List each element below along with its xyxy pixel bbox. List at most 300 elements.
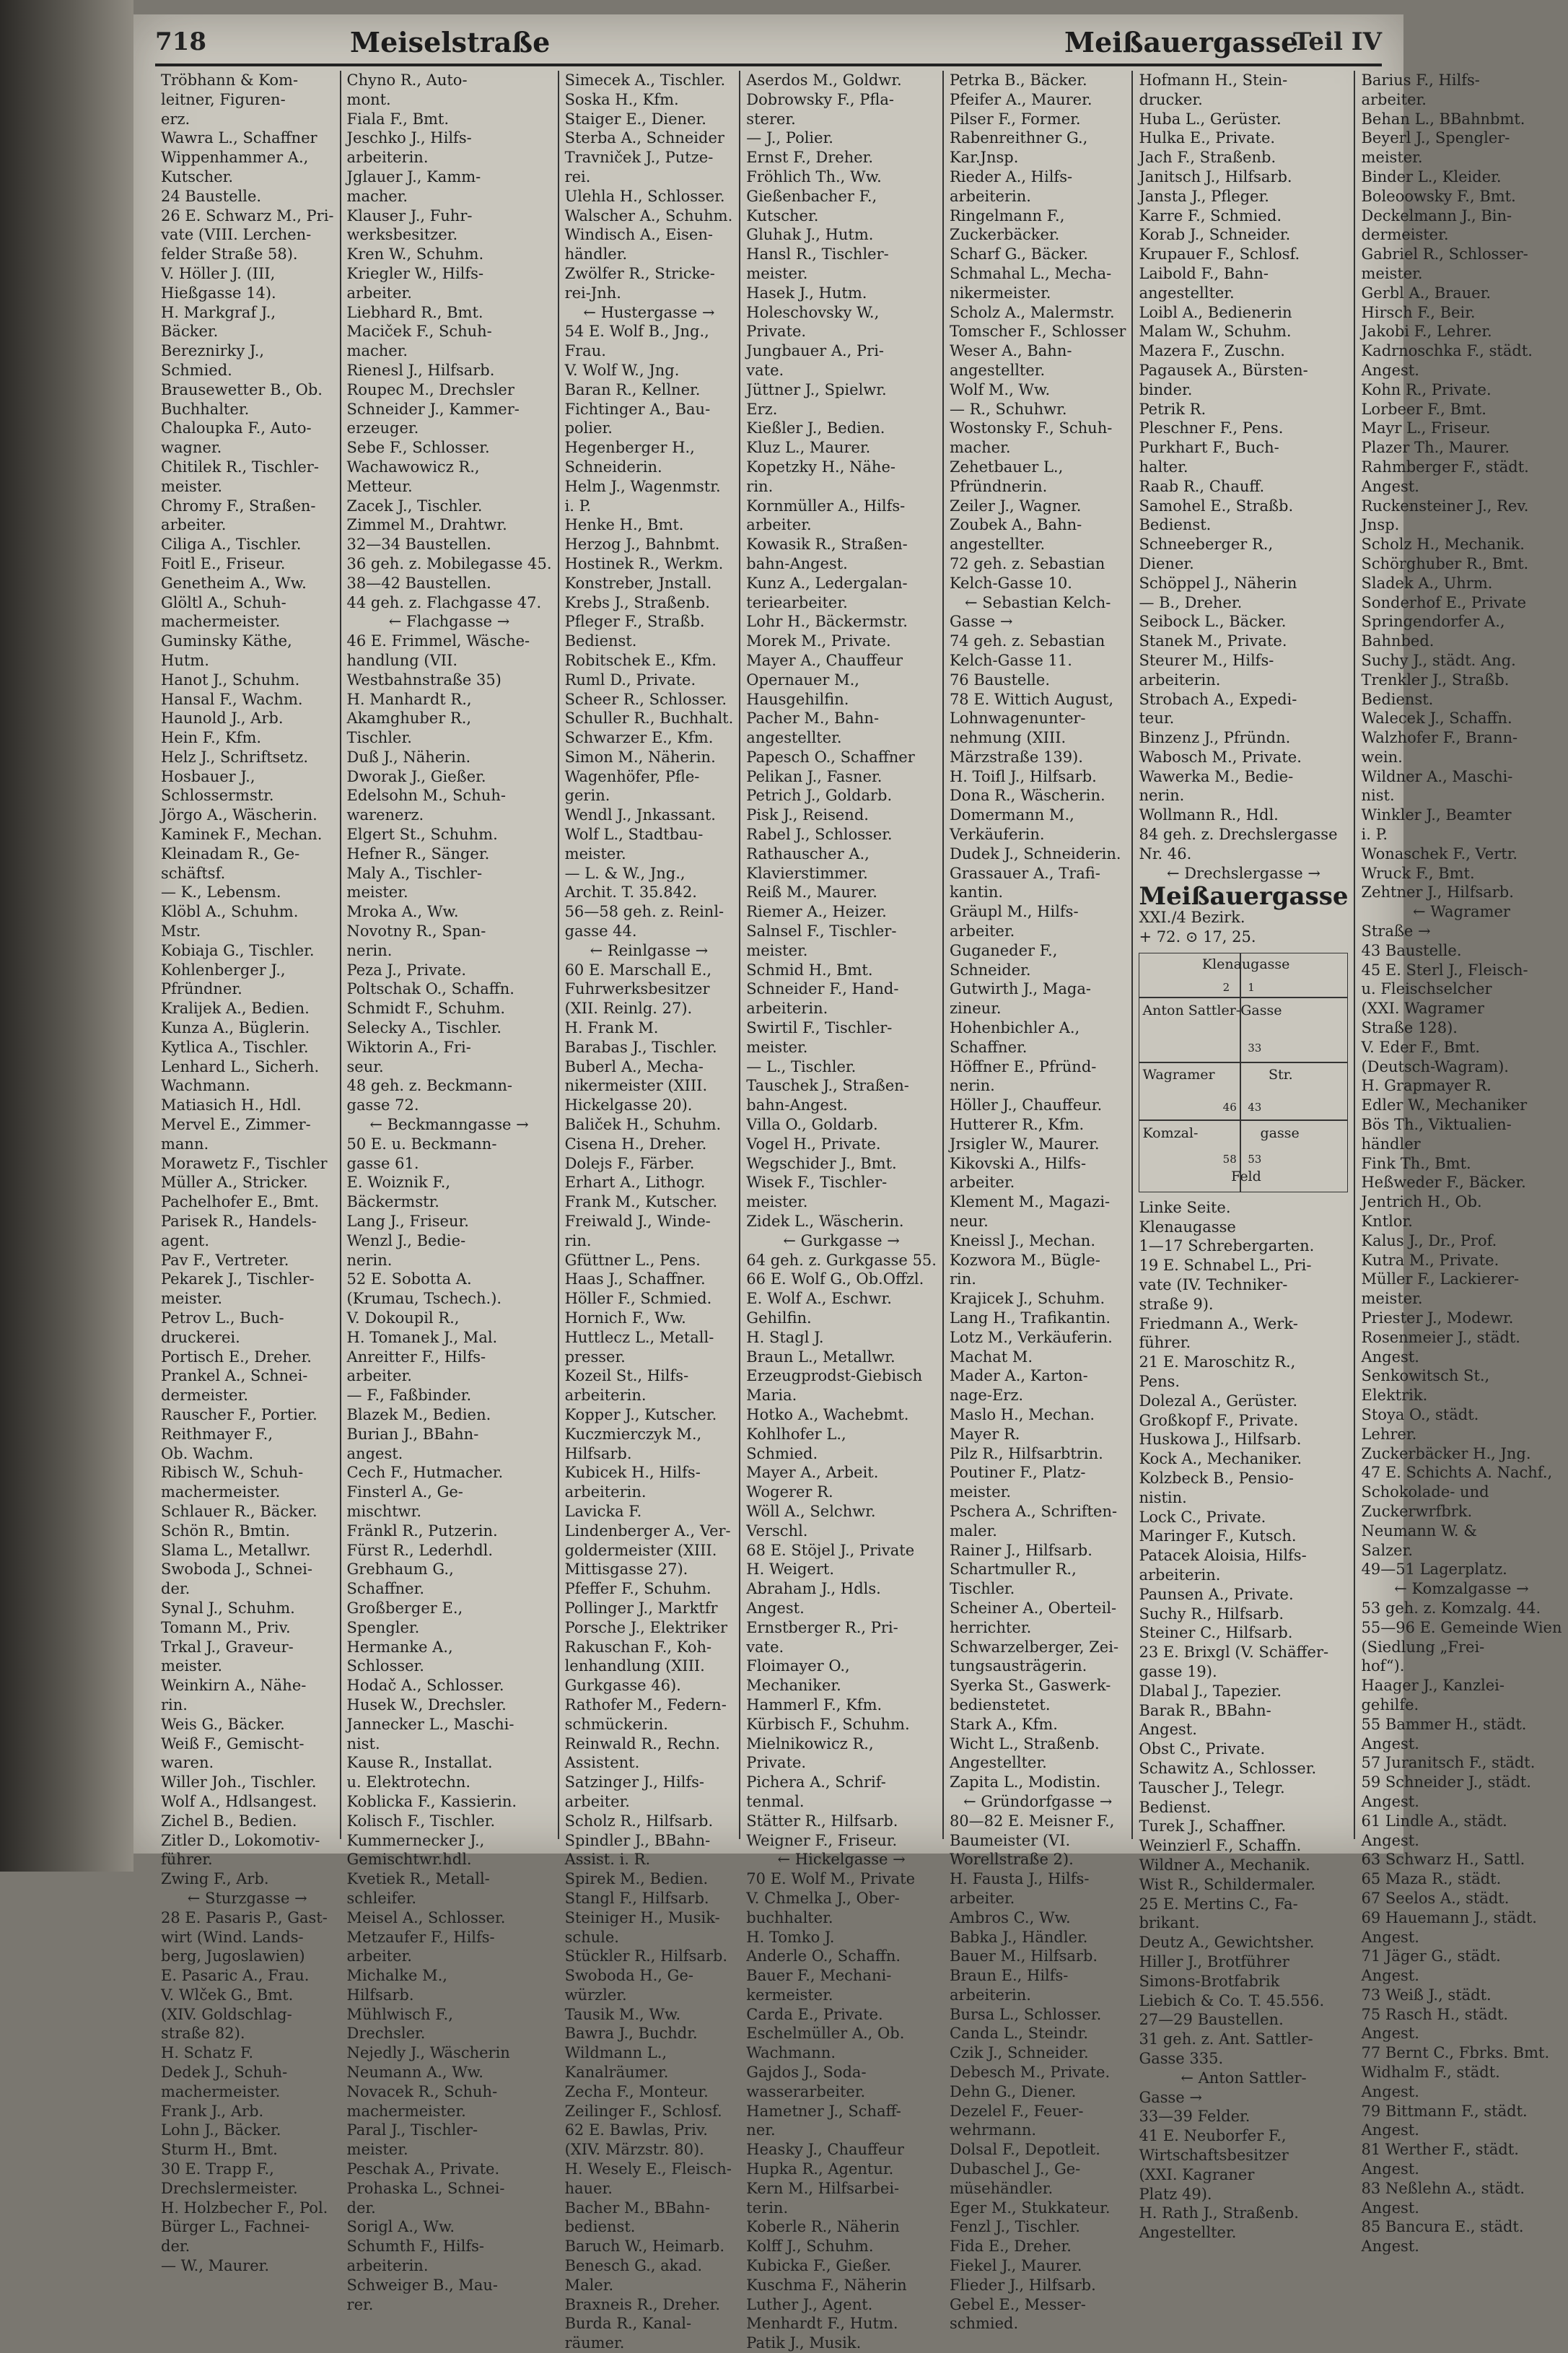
resident-entry: Wöll A., Selchwr.	[746, 1502, 876, 1520]
resident-entry: Dubaschel J., Ge-	[949, 2160, 1081, 2178]
resident-entry: Zapita L., Modistin.	[949, 1773, 1101, 1791]
cross-street-divider: ← Anton Sattler-	[1181, 2069, 1307, 2087]
resident-entry: Dudek J., Schneiderin.	[949, 844, 1121, 863]
resident-entry: Fiekel J., Maurer.	[949, 2257, 1082, 2275]
resident-entry: Wachawowicz R.,	[346, 458, 480, 476]
resident-entry: Fichtinger A., Bau-	[564, 400, 711, 418]
resident-entry: Reinwald R., Rechn.	[564, 1734, 720, 1752]
house-number-entry: 79 Bittmann F., städt.	[1361, 2102, 1528, 2120]
resident-entry: Meisel A., Schlosser.	[346, 1908, 506, 1926]
street-plan	[1139, 953, 1348, 1192]
cross-street-divider: ← Beckmanngasse →	[369, 1116, 529, 1134]
house-number-entry: 19 E. Schnabel L., Pri-	[1139, 1257, 1312, 1275]
resident-entry: Turek J., Schaffner.	[1139, 1817, 1287, 1835]
house-number-entry: 50 E. u. Beckmann-	[346, 1135, 497, 1153]
resident-entry: vate (VIII. Lerchen-	[161, 226, 312, 244]
resident-entry: hauer.	[564, 2179, 613, 2197]
cross-street-divider: ← Flachgasse →	[388, 613, 510, 631]
resident-entry: Huttlecz L., Metall-	[564, 1328, 714, 1346]
resident-entry: Sonderhof E., Private	[1361, 593, 1527, 611]
resident-entry: Weigner F., Friseur.	[746, 1831, 898, 1849]
resident-entry: Stark A., Kfm.	[949, 1715, 1058, 1733]
plan-label: Anton Sattler-Gasse	[1142, 1002, 1282, 1018]
resident-entry: Krajicek J., Schuhm.	[949, 1290, 1105, 1308]
street-heading-left: Meiselstraße	[350, 26, 551, 58]
resident-entry: H. Holzbecher F., Pol.	[161, 2199, 328, 2217]
resident-entry: meister.	[746, 941, 808, 959]
resident-entry: Paunsen A., Private.	[1139, 1585, 1294, 1603]
plan-line	[1139, 1062, 1347, 1063]
resident-entry: H. Schatz F.	[161, 2044, 254, 2062]
resident-entry: Braun E., Hilfs-	[949, 1967, 1069, 1985]
resident-entry: Straße →	[1361, 922, 1431, 940]
resident-entry: Lohn J., Bäcker.	[161, 2121, 281, 2139]
resident-entry: gehilfe.	[1361, 1695, 1419, 1714]
resident-entry: (Deutsch-Wagram).	[1361, 1057, 1509, 1075]
resident-entry: Scholz H., Mechanik.	[1361, 536, 1525, 554]
resident-entry: Riemer A., Heizer.	[746, 903, 887, 921]
resident-entry: Hiller J., Brotführer	[1139, 1952, 1289, 1970]
resident-entry: Eger M., Stukkateur.	[949, 2199, 1111, 2217]
house-number-entry: 33—39 Felder.	[1139, 2108, 1251, 2126]
resident-entry: Slama L., Metallwr.	[161, 1541, 311, 1559]
resident-entry: Binder L., Kleider.	[1361, 167, 1502, 185]
resident-entry: Kock A., Mechaniker.	[1139, 1450, 1302, 1468]
resident-entry: tungsausträgerin.	[949, 1657, 1087, 1675]
resident-entry: Swirtil F., Tischler-	[746, 1019, 893, 1037]
resident-entry: Papesch O., Schaffner	[746, 748, 915, 766]
resident-entry: Paral J., Tischler-	[346, 2121, 478, 2139]
resident-entry: Tomann M., Priv.	[161, 1618, 291, 1636]
resident-entry: Märzstraße 139).	[949, 748, 1083, 766]
resident-entry: Kelch-Gasse 11.	[949, 651, 1072, 669]
resident-entry: Edler W., Mechaniker	[1361, 1096, 1528, 1114]
resident-entry: drucker.	[1139, 90, 1203, 108]
resident-entry: Babka J., Händler.	[949, 1928, 1088, 1946]
resident-entry: Czik J., Schneider.	[949, 2044, 1089, 2062]
resident-entry: Bedienst.	[1139, 516, 1212, 534]
resident-entry: Porsche J., Elektriker	[564, 1618, 728, 1636]
resident-entry: i. P.	[564, 497, 592, 515]
resident-entry: E. Pasaric A., Frau.	[161, 1967, 310, 1985]
resident-entry: H. Weigert.	[746, 1560, 835, 1579]
resident-entry: Baran R., Kellner.	[564, 380, 701, 398]
resident-entry: Wachmann.	[161, 1077, 250, 1095]
resident-entry: V. Wlček G., Bmt.	[161, 1986, 294, 2004]
resident-entry: Schwarzelberger, Zei-	[949, 1638, 1119, 1656]
resident-entry: gerin.	[564, 787, 610, 805]
resident-entry: Hermanke A.,	[346, 1638, 453, 1656]
resident-entry: Peschak A., Private.	[346, 2160, 500, 2178]
resident-entry: Haas J., Schaffner.	[564, 1270, 706, 1288]
resident-entry: angestellter.	[746, 729, 842, 747]
resident-entry: u. Elektrotechn.	[346, 1773, 471, 1791]
house-number-entry: 72 geh. z. Sebastian	[949, 554, 1105, 572]
resident-entry: wasserarbeiter.	[746, 2082, 866, 2100]
resident-entry: H. Tomanek J., Mal.	[346, 1328, 498, 1346]
resident-entry: Klement M., Magazi-	[949, 1193, 1111, 1211]
plan-label: 46	[1222, 1100, 1237, 1114]
house-number-entry: 49—51 Lagerplatz.	[1361, 1560, 1507, 1579]
resident-entry: Dlabal J., Tapezier.	[1139, 1682, 1282, 1700]
resident-entry: Kobiaja G., Tischler.	[161, 941, 315, 959]
resident-entry: Robitschek E., Kfm.	[564, 651, 717, 669]
resident-entry: Wildner A., Maschi-	[1361, 767, 1513, 785]
resident-entry: Krupauer F., Schlosf.	[1139, 245, 1300, 263]
resident-entry: Chitilek R., Tischler-	[161, 458, 319, 476]
resident-entry: Zehetbauer L.,	[949, 458, 1064, 476]
resident-entry: Maler.	[564, 2276, 614, 2294]
resident-entry: Zuckerwrfbrk.	[1361, 1502, 1473, 1520]
resident-entry: arbeiterin.	[564, 1387, 647, 1405]
resident-entry: teriearbeiter.	[746, 593, 848, 611]
resident-entry: angest.	[346, 1444, 403, 1462]
resident-entry: Zehtner J., Hilfsarb.	[1361, 883, 1514, 902]
resident-entry: druckerei.	[161, 1328, 240, 1346]
resident-entry: Fenzl J., Tischler.	[949, 2218, 1080, 2236]
resident-entry: Lotz M., Verkäuferin.	[949, 1328, 1113, 1346]
resident-entry: dermeister.	[1361, 226, 1449, 244]
resident-entry: Synal J., Schuhm.	[161, 1599, 295, 1617]
resident-entry: Schneider J., Kammer-	[346, 400, 520, 418]
resident-entry: Loibl A., Bedienerin	[1139, 303, 1292, 321]
resident-entry: Hofmann H., Stein-	[1139, 71, 1288, 89]
resident-entry: Wogerer R.	[746, 1483, 833, 1501]
resident-entry: rei-Jnh.	[564, 284, 621, 302]
resident-entry: Wolf A., Hdlsangest.	[161, 1792, 317, 1810]
resident-entry: Hickelgasse 20).	[564, 1096, 693, 1114]
resident-entry: würzler.	[564, 1986, 627, 2004]
resident-entry: Hausgehilfin.	[746, 690, 849, 708]
resident-entry: meister.	[1361, 149, 1423, 167]
resident-entry: Duß J., Näherin.	[346, 748, 471, 766]
column-2	[341, 71, 559, 2313]
resident-entry: Kntlor.	[1361, 1213, 1413, 1231]
resident-entry: Kalus J., Dr., Prof.	[1361, 1231, 1497, 1249]
house-number-entry: 73 Weiß J., städt.	[1361, 1986, 1492, 2004]
plan-label: 53	[1248, 1152, 1262, 1166]
resident-entry: Cisena H., Dreher.	[564, 1135, 707, 1153]
resident-entry: Jglauer J., Kamm-	[346, 167, 481, 185]
resident-entry: Hansal F., Wachm.	[161, 690, 303, 708]
resident-entry: Gasse →	[949, 613, 1013, 631]
resident-entry: Hießgasse 14).	[161, 284, 276, 302]
resident-entry: Schweiger B., Mau-	[346, 2276, 499, 2294]
resident-entry: Hosbauer J.,	[161, 767, 255, 785]
resident-entry: Stoya O., städt.	[1361, 1405, 1479, 1423]
resident-entry: Bawra J., Buchdr.	[564, 2025, 698, 2043]
house-number-entry: 1—17 Schrebergarten.	[1139, 1237, 1315, 1255]
resident-entry: rin.	[564, 1231, 592, 1249]
resident-entry: Gajdos J., Soda-	[746, 2064, 867, 2082]
resident-entry: bedienst.	[564, 2218, 636, 2236]
resident-entry: Stückler R., Hilfsarb.	[564, 1947, 728, 1965]
resident-entry: Tischler.	[346, 729, 412, 747]
resident-entry: kantin.	[949, 883, 1004, 902]
resident-entry: Spirek M., Bedien.	[564, 1870, 709, 1888]
resident-entry: Anderle O., Schaffn.	[746, 1947, 901, 1965]
resident-entry: Frank M., Kutscher.	[564, 1193, 718, 1211]
resident-entry: Mader A., Karton-	[949, 1367, 1088, 1385]
resident-entry: Hilfsarb.	[346, 1986, 414, 2004]
resident-entry: arbeiterin.	[346, 2257, 429, 2275]
resident-entry: Benesch G., akad.	[564, 2257, 703, 2275]
part-label: Teil IV	[1293, 27, 1382, 56]
resident-entry: Michalke M.,	[346, 1967, 447, 1985]
resident-entry: (Krumau, Tschech.).	[346, 1290, 502, 1308]
resident-entry: Konstreber, Jnstall.	[564, 574, 712, 592]
resident-entry: Fränkl R., Putzerin.	[346, 1522, 498, 1540]
resident-entry: Guganeder F.,	[949, 941, 1058, 959]
resident-entry: Tauscher J., Telegr.	[1139, 1778, 1285, 1797]
resident-entry: Zecha F., Monteur.	[564, 2082, 709, 2100]
resident-entry: Malam W., Schuhm.	[1139, 323, 1292, 341]
resident-entry: Angest.	[1361, 1734, 1419, 1752]
resident-entry: nist.	[1361, 787, 1395, 805]
resident-entry: Erzeugprodst-Giebisch	[746, 1367, 923, 1385]
resident-entry: Barabas J., Tischler.	[564, 1038, 717, 1056]
resident-entry: Schuller R., Buchhalt.	[564, 710, 734, 728]
resident-entry: Helz J., Schriftsetz.	[161, 748, 309, 766]
resident-entry: Eschelmüller A., Ob.	[746, 2025, 905, 2043]
resident-entry: Schneeberger R.,	[1139, 536, 1274, 554]
resident-entry: Lohr H., Bäckermstr.	[746, 613, 908, 631]
resident-entry: straße 9).	[1139, 1295, 1214, 1313]
house-number-entry: 74 geh. z. Sebastian	[949, 632, 1105, 650]
resident-entry: Morawetz F., Tischler	[161, 1154, 328, 1172]
directory-page	[133, 14, 1562, 2352]
resident-entry: Zeiler J., Wagner.	[949, 497, 1082, 515]
resident-entry: berg, Jugoslawien)	[161, 1947, 305, 1965]
plan-label: 2	[1222, 980, 1230, 994]
resident-entry: Erz.	[746, 400, 778, 418]
resident-entry: Freiwald J., Winde-	[564, 1213, 711, 1231]
resident-entry: Nejedly J., Wäscherin	[346, 2044, 510, 2062]
cross-street-divider: ← Gurkgasse →	[783, 1231, 900, 1249]
house-number-entry: 23 E. Brixgl (V. Schäffer-	[1139, 1643, 1329, 1662]
resident-entry: binder.	[1139, 380, 1193, 398]
resident-entry: Schmied.	[161, 361, 232, 379]
resident-entry: Bedienst.	[1139, 1798, 1212, 1816]
resident-entry: Frau.	[564, 342, 606, 360]
resident-entry: Luther J., Agent.	[746, 2295, 873, 2313]
resident-entry: — B., Dreher.	[1139, 593, 1243, 611]
resident-entry: Walscher A., Schuhm.	[564, 206, 733, 224]
resident-entry: Hostinek R., Werkm.	[564, 554, 724, 572]
resident-entry: mann.	[161, 1135, 209, 1153]
resident-entry: Kuczmierczyk M.,	[564, 1425, 702, 1443]
street-title: Meißauergasse	[1139, 882, 1349, 912]
house-number-entry: 81 Werther F., städt.	[1361, 2141, 1519, 2159]
column-3	[559, 71, 741, 2352]
resident-entry: nerin.	[346, 1251, 393, 1269]
resident-entry: agent.	[161, 1231, 210, 1249]
resident-entry: Ruckensteiner J., Rev.	[1361, 497, 1529, 515]
resident-entry: führer.	[1139, 1334, 1191, 1352]
resident-entry: Drechsler.	[346, 2025, 426, 2043]
resident-entry: rin.	[161, 1695, 188, 1714]
resident-entry: Staiger E., Diener.	[564, 110, 706, 128]
resident-entry: Kause R., Installat.	[346, 1754, 493, 1772]
resident-entry: Lock C., Private.	[1139, 1508, 1266, 1526]
resident-entry: Ringelmann F.,	[949, 206, 1065, 224]
resident-entry: Obst C., Private.	[1139, 1740, 1266, 1758]
resident-entry: Rauscher F., Portier.	[161, 1405, 317, 1423]
resident-entry: Bauer M., Hilfsarb.	[949, 1947, 1098, 1965]
resident-entry: Dehn G., Diener.	[949, 2082, 1077, 2100]
house-number-entry: 83 Neßlehn A., städt.	[1361, 2179, 1525, 2197]
resident-entry: Kluz L., Maurer.	[746, 439, 871, 457]
resident-entry: Spindler J., BBahn-	[564, 1831, 711, 1849]
resident-entry: rin.	[949, 1270, 976, 1288]
resident-entry: Kern M., Hilfsarbei-	[746, 2179, 900, 2197]
resident-entry: Pens.	[1139, 1373, 1181, 1391]
resident-entry: Kunz A., Ledergalan-	[746, 574, 908, 592]
resident-entry: meister.	[746, 264, 808, 282]
resident-entry: Gfüttner L., Pens.	[564, 1251, 701, 1269]
resident-entry: meister.	[746, 1193, 808, 1211]
resident-entry: Zwing F., Arb.	[161, 1870, 269, 1888]
resident-entry: Petrka B., Bäcker.	[949, 71, 1087, 89]
resident-entry: Glöltl A., Schuh-	[161, 593, 286, 611]
resident-entry: Kornmüller A., Hilfs-	[746, 497, 906, 515]
resident-entry: V. Dokoupil R.,	[346, 1309, 460, 1327]
resident-entry: Edelsohn M., Schuh-	[346, 787, 506, 805]
resident-entry: Selecky A., Tischler.	[346, 1019, 502, 1037]
resident-entry: Canda L., Steindr.	[949, 2025, 1089, 2043]
resident-entry: Hohenbichler A.,	[949, 1019, 1080, 1037]
resident-entry: Sturm H., Bmt.	[161, 2141, 278, 2159]
resident-entry: Bahnbed.	[1361, 632, 1435, 650]
columns	[155, 71, 1562, 2352]
resident-entry: Wawerka M., Bedie-	[1139, 767, 1294, 785]
resident-entry: Fröhlich Th., Ww.	[746, 167, 882, 185]
house-number-entry: 77 Bernt C., Fbrks. Bmt.	[1361, 2044, 1550, 2062]
resident-entry: meister.	[564, 844, 626, 863]
resident-entry: nerin.	[949, 1077, 995, 1095]
resident-entry: Jannecker L., Maschi-	[346, 1715, 514, 1733]
resident-entry: räumer.	[564, 2334, 625, 2352]
resident-entry: Angest.	[746, 1599, 805, 1617]
resident-entry: Assist. i. R.	[564, 1851, 651, 1869]
resident-entry: Bös Th., Viktualien-	[1361, 1116, 1512, 1134]
column-4	[740, 71, 944, 2352]
resident-entry: Simon M., Näherin.	[564, 748, 716, 766]
resident-entry: Pekarek J., Tischler-	[161, 1270, 315, 1288]
resident-entry: Prankel A., Schnei-	[161, 1367, 308, 1385]
resident-entry: Novotny R., Span-	[346, 922, 486, 940]
resident-entry: Platz 49).	[1139, 2185, 1212, 2203]
resident-entry: H. Markgraf J.,	[161, 303, 276, 321]
resident-entry: dermeister.	[161, 1387, 249, 1405]
resident-entry: Buchhalter.	[161, 400, 250, 418]
resident-entry: Tröbhann & Kom-	[161, 71, 299, 89]
resident-entry: Friedmann A., Werk-	[1139, 1314, 1298, 1332]
resident-entry: Linke Seite.	[1139, 1198, 1231, 1216]
resident-entry: macher.	[949, 439, 1011, 457]
resident-entry: waren.	[161, 1754, 214, 1772]
resident-entry: mischtwr.	[346, 1502, 422, 1520]
resident-entry: Wruck F., Bmt.	[1361, 864, 1475, 882]
resident-entry: Parisek R., Handels-	[161, 1213, 317, 1231]
resident-entry: Verschl.	[746, 1522, 808, 1540]
resident-entry: Barius F., Hilfs-	[1361, 71, 1480, 89]
resident-entry: Jüttner J., Spielwr.	[746, 380, 887, 398]
resident-entry: schäftsf.	[161, 864, 226, 882]
house-number-entry: 80—82 E. Meisner F.,	[949, 1812, 1115, 1830]
resident-entry: schule.	[564, 1928, 619, 1946]
resident-entry: Mayer A., Chauffeur	[746, 651, 903, 669]
house-number-entry: 52 E. Sobotta A.	[346, 1270, 472, 1288]
resident-entry: brikant.	[1139, 1914, 1200, 1932]
resident-entry: Kutscher.	[746, 206, 819, 224]
resident-entry: Lang J., Friseur.	[346, 1213, 469, 1231]
resident-entry: Fiala F., Bmt.	[346, 110, 450, 128]
resident-entry: arbeiterin.	[564, 1483, 647, 1501]
resident-entry: Nr. 46.	[1139, 844, 1192, 863]
resident-entry: Schörghuber R., Bmt.	[1361, 554, 1529, 572]
house-number-entry: 36 geh. z. Mobilegasse 45.	[346, 554, 552, 572]
resident-entry: Windisch A., Eisen-	[564, 226, 713, 244]
resident-entry: Maria.	[746, 1387, 797, 1405]
resident-entry: Rienesl J., Hilfsarb.	[346, 361, 495, 379]
resident-entry: Gluhak J., Hutm.	[746, 226, 874, 244]
resident-entry: Wildmann L.,	[564, 2044, 667, 2062]
resident-entry: Wenzl J., Bedie-	[346, 1231, 466, 1249]
resident-entry: Schneiderin.	[564, 458, 662, 476]
resident-entry: Strobach A., Expedi-	[1139, 690, 1297, 708]
resident-entry: Walecek J., Schaffn.	[1361, 710, 1512, 728]
resident-entry: Patik J., Musik.	[746, 2334, 862, 2352]
resident-entry: H. Toifl J., Hilfsarb.	[949, 767, 1097, 785]
resident-entry: Kriegler W., Hilfs-	[346, 264, 484, 282]
resident-entry: Metteur.	[346, 477, 413, 495]
resident-entry: Lorbeer F., Bmt.	[1361, 400, 1486, 418]
resident-entry: Bedienst.	[564, 632, 637, 650]
resident-entry: Worellstraße 2).	[949, 1851, 1074, 1869]
resident-entry: arbeiter.	[161, 516, 227, 534]
resident-entry: vate.	[746, 1638, 784, 1656]
resident-entry: Drechslermeister.	[161, 2179, 298, 2197]
resident-entry: Dworak J., Gießer.	[346, 767, 486, 785]
resident-entry: Gebel E., Messer-	[949, 2295, 1086, 2313]
resident-entry: Schartmuller R.,	[949, 1560, 1077, 1579]
resident-entry: Morek M., Private.	[746, 632, 891, 650]
resident-entry: machermeister.	[161, 2082, 281, 2100]
resident-entry: Salzer.	[1361, 1541, 1414, 1559]
resident-entry: Hutterer R., Kfm.	[949, 1116, 1085, 1134]
resident-entry: Guminsky Käthe,	[161, 632, 292, 650]
resident-entry: (XIV. Märzstr. 80).	[564, 2141, 704, 2159]
resident-entry: Rabenreithner G.,	[949, 129, 1088, 147]
resident-entry: Widhalm F., städt.	[1361, 2064, 1500, 2082]
resident-entry: seur.	[346, 1057, 384, 1075]
resident-entry: E. Woiznik F.,	[346, 1174, 451, 1192]
resident-entry: Scholz R., Hilfsarb.	[564, 1812, 714, 1830]
resident-entry: Dolejs F., Färber.	[564, 1154, 695, 1172]
resident-entry: Neumann W. &	[1361, 1522, 1477, 1540]
resident-entry: Hametner J., Schaff-	[746, 2102, 901, 2120]
resident-entry: Hutm.	[161, 651, 209, 669]
resident-entry: Private.	[746, 1754, 807, 1772]
resident-entry: Angest.	[1361, 1831, 1419, 1849]
house-number-entry: 56—58 geh. z. Reinl-	[564, 903, 724, 921]
plan-label: 33	[1248, 1041, 1262, 1055]
column-6	[1133, 71, 1355, 2242]
resident-entry: V. Wolf W., Jng.	[564, 361, 680, 379]
resident-entry: Schawitz A., Schlosser.	[1139, 1759, 1317, 1777]
resident-entry: Kürbisch F., Schuhm.	[746, 1715, 910, 1733]
